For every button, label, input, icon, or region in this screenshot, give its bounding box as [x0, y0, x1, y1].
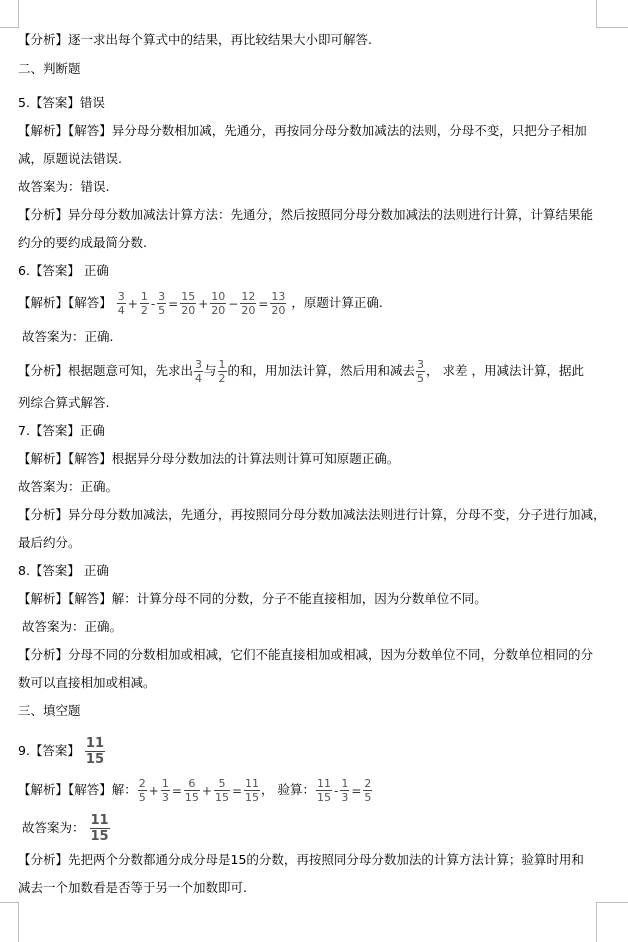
analysis-text: 列综合算式解答. [18, 395, 110, 410]
fraction: $\frac{12}{20}$ [241, 290, 256, 317]
fraction: $\frac{2}{5}$ [364, 777, 372, 804]
fraction: $\frac{3}{4}$ [195, 358, 203, 385]
analysis-line: 【分析】根据题意可知，先求出 $\frac{3}{4}$ 与 $\frac{1}{2}$ 的和，用加法计算，然后用和减去 $\frac{3}{5}$ ， 求差 ，用减法计算，据此 [18, 358, 584, 385]
explanation-equation-line: 【解析】【解答】解： $\frac{2}{5}$ + $\frac{1}{3}$ = $\frac{6}{15}$ + $\frac{5}{15}$ = $\frac{11}{15}$ ， 验算： $\frac{11}{15}$ - $\frac{1}{3}$ = $\frac{2}{5}$ [18, 777, 372, 804]
fraction: $\frac{1}{2}$ [140, 290, 148, 317]
answer-line: 6.【答案】 正确 [18, 263, 109, 278]
fraction: $\frac{3}{5}$ [158, 290, 166, 317]
fraction: $\frac{11}{15}$ [90, 813, 109, 844]
fraction: $\frac{2}{5}$ [138, 777, 146, 804]
answer-line: 9.【答案】 $\frac{11}{15}$ [18, 736, 105, 767]
explanation-text: 【解析】【解答】异分母分数相加减，先通分，再按同分母分数加减法的法则，分母不变，只把分子相加 [18, 123, 587, 138]
page-corner-mark [596, 902, 628, 942]
fraction: $\frac{1}{3}$ [341, 777, 349, 804]
fraction: $\frac{3}{5}$ [417, 358, 425, 385]
fraction: $\frac{13}{20}$ [271, 290, 286, 317]
fraction: $\frac{1}{2}$ [218, 358, 226, 385]
conclusion-text: 故答案为：错误. [18, 179, 110, 194]
analysis-text: 【分析】异分母分数加减法，先通分，再按照同分母分数加减法法则进行计算，分母不变，分子进行加减， [18, 507, 606, 522]
analysis-text: 【分析】逐一求出每个算式中的结果，再比较结果大小即可解答. [18, 32, 372, 47]
fraction: $\frac{11}{15}$ [317, 777, 331, 804]
section-heading: 二、判断题 [18, 61, 81, 76]
conclusion-text: 故答案为：正确. [22, 329, 114, 344]
fraction: $\frac{3}{4}$ [117, 290, 125, 317]
page-corner-mark [596, 0, 628, 28]
conclusion-line: 故答案为： $\frac{11}{15}$ [22, 813, 109, 844]
page-corner-mark [0, 0, 19, 28]
analysis-text: 【分析】先把两个分数都通分成分母是15的分数，再按照同分母分数加法的计算方法计算；验算时用和 [18, 852, 584, 867]
fraction: $\frac{15}{20}$ [181, 290, 196, 317]
explanation-text: 【解析】【解答】解：计算分母不同的分数，分子不能直接相加，因为分数单位不同。 [18, 591, 487, 606]
fraction: $\frac{1}{3}$ [161, 777, 169, 804]
fraction: $\frac{11}{15}$ [245, 777, 260, 804]
analysis-text: 减去一个加数看是否等于另一个加数即可. [18, 880, 247, 895]
answer-line: 5.【答案】错误 [18, 95, 105, 110]
explanation-text: 【解析】【解答】根据异分母分数加法的计算法则计算可知原题正确。 [18, 451, 400, 466]
conclusion-text: 故答案为：正确。 [18, 479, 119, 494]
explanation-text: ，原题计算正确. [291, 295, 383, 310]
analysis-text: 约分的要约成最简分数. [18, 235, 147, 250]
answer-line: 8.【答案】 正确 [18, 563, 109, 578]
analysis-text: 【分析】分母不同的分数相加或相减，它们不能直接相加或相减，因为分数单位不同，分数单位相同的分 [18, 647, 594, 662]
fraction: $\frac{5}{15}$ [214, 777, 229, 804]
fraction: $\frac{11}{15}$ [85, 736, 105, 767]
analysis-text: 【分析】异分母分数加减法计算方法：先通分，然后按照同分母分数加减法的法则进行计算，计算结果能 [18, 207, 594, 222]
analysis-text: 最后约分。 [18, 535, 81, 550]
explanation-text: 减，原题说法错误. [18, 151, 122, 166]
section-heading: 三、填空题 [18, 703, 81, 718]
fraction: $\frac{10}{20}$ [211, 290, 226, 317]
explanation-equation-line: 【解析】【解答】 $\frac{3}{4}$ + $\frac{1}{2}$ - $\frac{3}{5}$ = $\frac{15}{20}$ + $\frac{10}{20}$ − $\frac{12}{20}$ = $\frac{13}{20}$ ，原题计算正确. [18, 290, 383, 317]
answer-line: 7.【答案】正确 [18, 423, 105, 438]
analysis-text: 数可以直接相加或相减。 [18, 675, 156, 690]
explanation-label: 【解析】【解答】 [18, 295, 112, 310]
fraction: $\frac{6}{15}$ [184, 777, 199, 804]
page-corner-mark [0, 902, 19, 942]
conclusion-text: 故答案为：正确。 [22, 619, 123, 634]
